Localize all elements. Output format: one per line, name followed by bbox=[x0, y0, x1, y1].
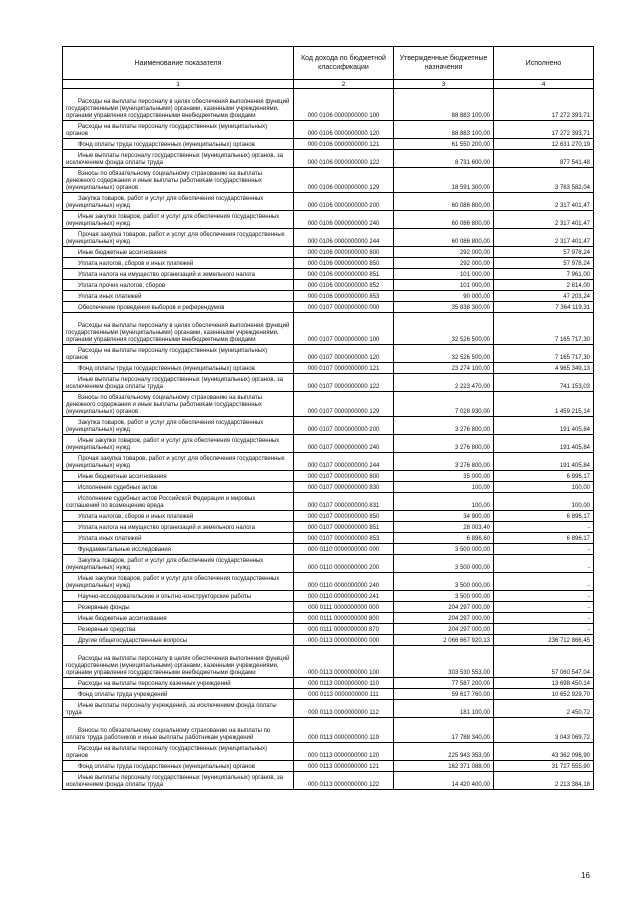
table-row bbox=[63, 168, 594, 193]
table-row bbox=[63, 544, 594, 555]
table-row bbox=[63, 624, 594, 635]
row-executed-amount: 741 153,03 bbox=[494, 374, 594, 392]
table-body bbox=[63, 89, 594, 790]
row-approved-amount: 35 838 300,00 bbox=[394, 302, 494, 313]
table-row bbox=[63, 573, 594, 591]
table-row bbox=[63, 211, 594, 229]
row-approved-amount: 101 000,00 bbox=[394, 280, 494, 291]
row-indicator-name: Резервные фонды bbox=[63, 602, 294, 613]
row-indicator-name: Уплата налогов, сборов и иных платежей bbox=[63, 258, 294, 269]
row-indicator-name: Обеспечение проведения выборов и референдумов bbox=[63, 302, 294, 313]
row-budget-code: 000 0111 0000000000 800 bbox=[294, 613, 394, 624]
row-indicator-name: Научно-исследовательские и опытно-конструкторские работы bbox=[63, 591, 294, 602]
row-indicator-name: Иные выплаты персоналу государственных (муниципальных) органов, за исключением фонда оплаты труда bbox=[63, 772, 294, 790]
row-budget-code: 000 0106 0000000000 240 bbox=[294, 211, 394, 229]
row-indicator-name: Расходы на выплаты персоналу государственных (муниципальных) органов bbox=[63, 345, 294, 363]
table-header-row bbox=[63, 47, 594, 80]
row-executed-amount: - bbox=[494, 555, 594, 573]
row-indicator-name: Взносы по обязательному социальному страхованию на выплаты по оплате труда работников и иные выплаты работникам учреждений bbox=[63, 718, 294, 743]
table-row bbox=[63, 417, 594, 435]
row-executed-amount: 1 459 215,14 bbox=[494, 392, 594, 417]
row-budget-code: 000 0107 0000000000 851 bbox=[294, 522, 394, 533]
row-budget-code: 000 0106 0000000000 121 bbox=[294, 139, 394, 150]
row-indicator-name: Уплата налогов, сборов и иных платежей bbox=[63, 511, 294, 522]
row-indicator-name: Иные выплаты персоналу государственных (муниципальных) органов, за исключением фонда оплаты труда bbox=[63, 150, 294, 168]
row-approved-amount: 18 591 300,00 bbox=[394, 168, 494, 193]
row-approved-amount: 77 587 200,00 bbox=[394, 678, 494, 689]
row-approved-amount: 28 003,40 bbox=[394, 522, 494, 533]
row-approved-amount: 88 883 100,00 bbox=[394, 121, 494, 139]
table-row bbox=[63, 646, 594, 678]
row-budget-code: 000 0113 0000000000 000 bbox=[294, 635, 394, 646]
table-row bbox=[63, 718, 594, 743]
row-executed-amount: 2 317 401,47 bbox=[494, 193, 594, 211]
table-row bbox=[63, 345, 594, 363]
row-executed-amount: 57 060 547,04 bbox=[494, 646, 594, 678]
table-row bbox=[63, 363, 594, 374]
row-budget-code: 000 0110 0000000000 240 bbox=[294, 573, 394, 591]
row-approved-amount: 292 000,00 bbox=[394, 258, 494, 269]
row-indicator-name: Взносы по обязательному социальному страхованию на выплаты денежного содержания и иные выплаты работникам государственных (муниципальных) органов bbox=[63, 168, 294, 193]
row-indicator-name: Прочая закупка товаров, работ и услуг для обеспечения государственных (муниципальных) нужд bbox=[63, 229, 294, 247]
row-executed-amount: - bbox=[494, 522, 594, 533]
row-approved-amount: 3 500 000,00 bbox=[394, 573, 494, 591]
row-approved-amount: 292 000,00 bbox=[394, 247, 494, 258]
table-row bbox=[63, 89, 594, 121]
row-approved-amount: 100,00 bbox=[394, 493, 494, 511]
row-approved-amount: 60 086 800,00 bbox=[394, 211, 494, 229]
row-budget-code: 000 0113 0000000000 120 bbox=[294, 743, 394, 761]
table-row bbox=[63, 602, 594, 613]
row-executed-amount: 7 961,00 bbox=[494, 269, 594, 280]
row-indicator-name: Уплата прочих налогов, сборов bbox=[63, 280, 294, 291]
row-approved-amount: 303 530 553,00 bbox=[394, 646, 494, 678]
row-executed-amount: 7 165 717,30 bbox=[494, 345, 594, 363]
row-indicator-name: Расходы на выплаты персоналу в целях обеспечения выполнения функций государственными (муниципальными) органами, казенными учреждениями, органами управления государственными внебюджетными фондами bbox=[63, 89, 294, 121]
row-indicator-name: Уплата иных платежей bbox=[63, 533, 294, 544]
row-budget-code: 000 0110 0000000000 000 bbox=[294, 544, 394, 555]
row-approved-amount: 3 276 800,00 bbox=[394, 453, 494, 471]
table-row bbox=[63, 471, 594, 482]
row-approved-amount: 6 896,60 bbox=[394, 533, 494, 544]
row-indicator-name: Другие общегосударственные вопросы bbox=[63, 635, 294, 646]
row-executed-amount: 13 698 450,14 bbox=[494, 678, 594, 689]
row-budget-code: 000 0107 0000000000 853 bbox=[294, 533, 394, 544]
row-executed-amount: 3 763 582,04 bbox=[494, 168, 594, 193]
header-indicator-name: Наименование показателя bbox=[63, 47, 294, 80]
table-row bbox=[63, 258, 594, 269]
row-indicator-name: Иные выплаты персоналу государственных (муниципальных) органов, за исключением фонда оплаты труда bbox=[63, 374, 294, 392]
table-row bbox=[63, 302, 594, 313]
row-executed-amount: 2 814,00 bbox=[494, 280, 594, 291]
row-approved-amount: 34 900,00 bbox=[394, 511, 494, 522]
row-budget-code: 000 0107 0000000000 244 bbox=[294, 453, 394, 471]
row-indicator-name: Уплата налога на имущество организаций и земельного налога bbox=[63, 269, 294, 280]
row-executed-amount: 6 996,17 bbox=[494, 471, 594, 482]
row-indicator-name: Расходы на выплаты персоналу в целях обеспечения выполнения функций государственными (муниципальными) органами, казенными учреждениями, органами управления государственными внебюджетными фондами bbox=[63, 313, 294, 345]
row-executed-amount: 3 043 069,72 bbox=[494, 718, 594, 743]
row-approved-amount: 204 297 000,00 bbox=[394, 602, 494, 613]
row-budget-code: 000 0107 0000000000 240 bbox=[294, 435, 394, 453]
row-indicator-name: Закупка товаров, работ и услуг для обеспечения государственных (муниципальных) нужд bbox=[63, 555, 294, 573]
row-budget-code: 000 0106 0000000000 200 bbox=[294, 193, 394, 211]
row-indicator-name: Расходы на выплаты персоналу казенных учреждений bbox=[63, 678, 294, 689]
row-executed-amount: 2 317 401,47 bbox=[494, 211, 594, 229]
table-row bbox=[63, 291, 594, 302]
row-executed-amount: - bbox=[494, 602, 594, 613]
header-executed: Исполнено bbox=[494, 47, 594, 80]
row-budget-code: 000 0113 0000000000 100 bbox=[294, 646, 394, 678]
row-approved-amount: 162 371 088,00 bbox=[394, 761, 494, 772]
row-budget-code: 000 0106 0000000000 120 bbox=[294, 121, 394, 139]
table-row bbox=[63, 772, 594, 790]
table-row bbox=[63, 761, 594, 772]
table-row bbox=[63, 689, 594, 700]
table-row bbox=[63, 313, 594, 345]
table-row bbox=[63, 533, 594, 544]
row-executed-amount: 4 965 349,13 bbox=[494, 363, 594, 374]
row-budget-code: 000 0111 0000000000 870 bbox=[294, 624, 394, 635]
table-row bbox=[63, 121, 594, 139]
row-approved-amount: 90 000,00 bbox=[394, 291, 494, 302]
column-number: 2 bbox=[294, 80, 394, 89]
row-approved-amount: 35 000,00 bbox=[394, 471, 494, 482]
row-indicator-name: Фонд оплаты труда государственных (муниципальных) органов bbox=[63, 761, 294, 772]
row-indicator-name: Фонд оплаты труда государственных (муниципальных) органов bbox=[63, 139, 294, 150]
table-row bbox=[63, 247, 594, 258]
row-executed-amount: 191 405,84 bbox=[494, 453, 594, 471]
row-budget-code: 000 0107 0000000000 830 bbox=[294, 482, 394, 493]
row-indicator-name: Иные выплаты персоналу учреждений, за исключением фонда оплаты труда bbox=[63, 700, 294, 718]
row-approved-amount: 14 420 400,00 bbox=[394, 772, 494, 790]
row-indicator-name: Фонд оплаты труда государственных (муниципальных) органов bbox=[63, 363, 294, 374]
column-number: 3 bbox=[394, 80, 494, 89]
row-indicator-name: Фундаментальные исследования bbox=[63, 544, 294, 555]
row-indicator-name: Взносы по обязательному социальному страхованию на выплаты денежного содержания и иные выплаты работникам государственных (муниципальных) органов bbox=[63, 392, 294, 417]
table-row bbox=[63, 229, 594, 247]
row-executed-amount: 6 896,17 bbox=[494, 511, 594, 522]
row-budget-code: 000 0107 0000000000 129 bbox=[294, 392, 394, 417]
row-budget-code: 000 0106 0000000000 100 bbox=[294, 89, 394, 121]
header-budget-code: Код дохода по бюджетной классификации bbox=[294, 47, 394, 80]
row-budget-code: 000 0106 0000000000 122 bbox=[294, 150, 394, 168]
table-row bbox=[63, 493, 594, 511]
row-budget-code: 000 0107 0000000000 850 bbox=[294, 511, 394, 522]
row-executed-amount: 31 727 555,90 bbox=[494, 761, 594, 772]
page-number: 16 bbox=[581, 871, 590, 880]
table-row bbox=[63, 591, 594, 602]
column-number: 4 bbox=[494, 80, 594, 89]
row-indicator-name: Расходы на выплаты персоналу в целях обеспечения выполнения функций государственными (муниципальными) органами, казенными учреждениями, органами управления государственными внебюджетными фондами bbox=[63, 646, 294, 678]
row-approved-amount: 181 100,00 bbox=[394, 700, 494, 718]
row-approved-amount: 3 500 000,00 bbox=[394, 555, 494, 573]
row-indicator-name: Иные закупки товаров, работ и услуг для обеспечения государственных (муниципальных) нужд bbox=[63, 573, 294, 591]
row-executed-amount: 57 978,24 bbox=[494, 258, 594, 269]
row-executed-amount: - bbox=[494, 624, 594, 635]
row-indicator-name: Исполнение судебных актов bbox=[63, 482, 294, 493]
row-budget-code: 000 0107 0000000000 121 bbox=[294, 363, 394, 374]
row-executed-amount: 17 272 393,71 bbox=[494, 89, 594, 121]
row-budget-code: 000 0107 0000000000 120 bbox=[294, 345, 394, 363]
row-executed-amount: 191 405,84 bbox=[494, 417, 594, 435]
row-budget-code: 000 0106 0000000000 244 bbox=[294, 229, 394, 247]
table-row bbox=[63, 613, 594, 624]
row-approved-amount: 59 617 760,00 bbox=[394, 689, 494, 700]
row-approved-amount: 88 883 100,00 bbox=[394, 89, 494, 121]
column-number: 1 bbox=[63, 80, 294, 89]
row-executed-amount: 877 541,48 bbox=[494, 150, 594, 168]
row-executed-amount: 191 405,84 bbox=[494, 435, 594, 453]
row-executed-amount: 47 203,24 bbox=[494, 291, 594, 302]
row-approved-amount: 3 276 800,00 bbox=[394, 417, 494, 435]
row-executed-amount: 100,00 bbox=[494, 482, 594, 493]
row-indicator-name: Закупка товаров, работ и услуг для обеспечения государственных (муниципальных) нужд bbox=[63, 193, 294, 211]
row-budget-code: 000 0110 0000000000 241 bbox=[294, 591, 394, 602]
row-executed-amount: 43 362 096,90 bbox=[494, 743, 594, 761]
table-row bbox=[63, 635, 594, 646]
row-approved-amount: 101 000,00 bbox=[394, 269, 494, 280]
row-executed-amount: - bbox=[494, 573, 594, 591]
row-budget-code: 000 0106 0000000000 850 bbox=[294, 258, 394, 269]
row-indicator-name: Расходы на выплаты персоналу государственных (муниципальных) органов bbox=[63, 743, 294, 761]
row-indicator-name: Иные бюджетные ассигнования bbox=[63, 247, 294, 258]
table-row bbox=[63, 700, 594, 718]
table-row bbox=[63, 522, 594, 533]
row-approved-amount: 60 086 800,00 bbox=[394, 229, 494, 247]
row-indicator-name: Резервные средства bbox=[63, 624, 294, 635]
row-budget-code: 000 0113 0000000000 122 bbox=[294, 772, 394, 790]
row-approved-amount: 8 731 600,00 bbox=[394, 150, 494, 168]
row-approved-amount: 3 500 000,00 bbox=[394, 544, 494, 555]
row-approved-amount: 32 526 500,00 bbox=[394, 313, 494, 345]
row-indicator-name: Иные закупки товаров, работ и услуг для обеспечения государственных (муниципальных) нужд bbox=[63, 435, 294, 453]
row-executed-amount: - bbox=[494, 613, 594, 624]
row-approved-amount: 3 276 800,00 bbox=[394, 435, 494, 453]
table-row bbox=[63, 678, 594, 689]
row-executed-amount: 2 450,72 bbox=[494, 700, 594, 718]
row-budget-code: 000 0107 0000000000 000 bbox=[294, 302, 394, 313]
table-row bbox=[63, 482, 594, 493]
row-approved-amount: 204 297 000,00 bbox=[394, 613, 494, 624]
row-budget-code: 000 0113 0000000000 111 bbox=[294, 689, 394, 700]
table-row bbox=[63, 743, 594, 761]
row-approved-amount: 100,00 bbox=[394, 482, 494, 493]
row-budget-code: 000 0106 0000000000 129 bbox=[294, 168, 394, 193]
row-executed-amount: 6 896,17 bbox=[494, 533, 594, 544]
row-budget-code: 000 0106 0000000000 853 bbox=[294, 291, 394, 302]
table-row bbox=[63, 453, 594, 471]
table-row bbox=[63, 435, 594, 453]
row-budget-code: 000 0113 0000000000 110 bbox=[294, 678, 394, 689]
row-executed-amount: 57 978,24 bbox=[494, 247, 594, 258]
row-executed-amount: 7 364 119,31 bbox=[494, 302, 594, 313]
table-row bbox=[63, 392, 594, 417]
row-indicator-name: Исполнение судебных актов Российской Федерации и мировых соглашений по возмещению вреда bbox=[63, 493, 294, 511]
row-budget-code: 000 0113 0000000000 121 bbox=[294, 761, 394, 772]
row-budget-code: 000 0113 0000000000 119 bbox=[294, 718, 394, 743]
row-executed-amount: 100,00 bbox=[494, 493, 594, 511]
row-executed-amount: 17 272 393,71 bbox=[494, 121, 594, 139]
row-approved-amount: 3 500 000,00 bbox=[394, 591, 494, 602]
row-executed-amount: - bbox=[494, 544, 594, 555]
row-approved-amount: 2 223 470,00 bbox=[394, 374, 494, 392]
row-budget-code: 000 0107 0000000000 122 bbox=[294, 374, 394, 392]
row-indicator-name: Фонд оплаты труда учреждений bbox=[63, 689, 294, 700]
row-indicator-name: Иные закупки товаров, работ и услуг для обеспечения государственных (муниципальных) нужд bbox=[63, 211, 294, 229]
row-approved-amount: 60 086 800,00 bbox=[394, 193, 494, 211]
header-approved-appropriations: Утвержденные бюджетные назначения bbox=[394, 47, 494, 80]
row-budget-code: 000 0107 0000000000 100 bbox=[294, 313, 394, 345]
row-budget-code: 000 0106 0000000000 851 bbox=[294, 269, 394, 280]
row-approved-amount: 23 274 100,00 bbox=[394, 363, 494, 374]
row-approved-amount: 225 943 353,00 bbox=[394, 743, 494, 761]
row-approved-amount: 204 297 000,00 bbox=[394, 624, 494, 635]
row-budget-code: 000 0107 0000000000 831 bbox=[294, 493, 394, 511]
row-approved-amount: 2 066 667 920,13 bbox=[394, 635, 494, 646]
row-budget-code: 000 0113 0000000000 112 bbox=[294, 700, 394, 718]
row-approved-amount: 61 550 200,00 bbox=[394, 139, 494, 150]
row-executed-amount: 2 317 401,47 bbox=[494, 229, 594, 247]
column-number-row bbox=[63, 80, 594, 89]
table-row bbox=[63, 511, 594, 522]
table-row bbox=[63, 374, 594, 392]
row-approved-amount: 17 788 340,00 bbox=[394, 718, 494, 743]
row-approved-amount: 32 526 500,00 bbox=[394, 345, 494, 363]
row-approved-amount: 7 028 930,00 bbox=[394, 392, 494, 417]
row-executed-amount: 236 712 866,45 bbox=[494, 635, 594, 646]
budget-execution-table bbox=[62, 46, 594, 790]
table-row bbox=[63, 280, 594, 291]
table-row bbox=[63, 269, 594, 280]
row-indicator-name: Закупка товаров, работ и услуг для обеспечения государственных (муниципальных) нужд bbox=[63, 417, 294, 435]
row-budget-code: 000 0107 0000000000 200 bbox=[294, 417, 394, 435]
row-executed-amount: 2 213 384,18 bbox=[494, 772, 594, 790]
row-indicator-name: Уплата налога на имущество организаций и земельного налога bbox=[63, 522, 294, 533]
row-budget-code: 000 0110 0000000000 200 bbox=[294, 555, 394, 573]
row-budget-code: 000 0106 0000000000 852 bbox=[294, 280, 394, 291]
row-executed-amount: 12 631 270,19 bbox=[494, 139, 594, 150]
table-row bbox=[63, 555, 594, 573]
row-budget-code: 000 0107 0000000000 800 bbox=[294, 471, 394, 482]
row-indicator-name: Уплата иных платежей bbox=[63, 291, 294, 302]
row-indicator-name: Прочая закупка товаров, работ и услуг для обеспечения государственных (муниципальных) нужд bbox=[63, 453, 294, 471]
row-budget-code: 000 0106 0000000000 800 bbox=[294, 247, 394, 258]
row-indicator-name: Иные бюджетные ассигнования bbox=[63, 613, 294, 624]
row-executed-amount: 10 652 929,70 bbox=[494, 689, 594, 700]
row-budget-code: 000 0111 0000000000 000 bbox=[294, 602, 394, 613]
row-executed-amount: 7 165 717,30 bbox=[494, 313, 594, 345]
row-executed-amount: - bbox=[494, 591, 594, 602]
table-row bbox=[63, 139, 594, 150]
row-indicator-name: Расходы на выплаты персоналу государственных (муниципальных) органов bbox=[63, 121, 294, 139]
row-indicator-name: Иные бюджетные ассигнования bbox=[63, 471, 294, 482]
table-row bbox=[63, 150, 594, 168]
table-row bbox=[63, 193, 594, 211]
